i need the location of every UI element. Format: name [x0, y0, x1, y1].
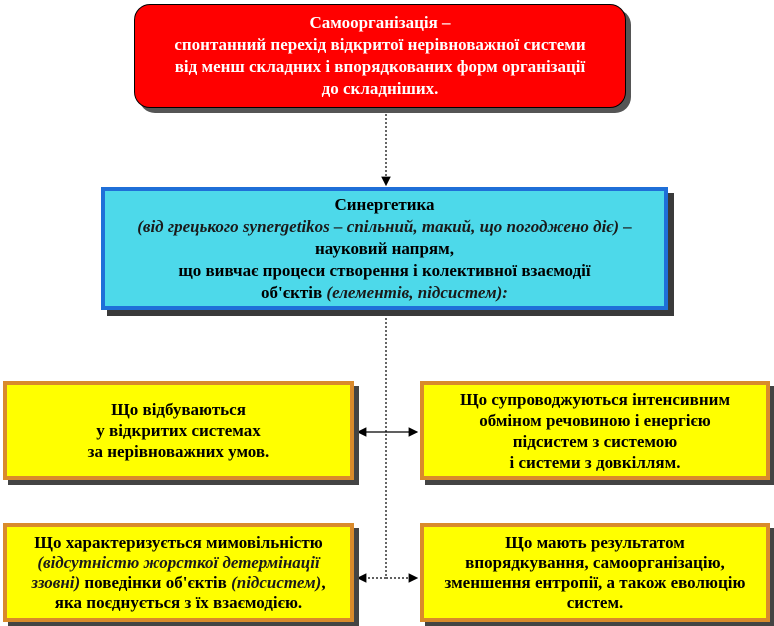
box3-line-3-italic-b: (підсистем)	[231, 572, 322, 592]
box3-line-3-plain-b: ,	[321, 572, 326, 592]
synergetics-line-4	[261, 282, 508, 304]
open-systems-box	[3, 381, 354, 480]
synergetics-title: Синергетика	[334, 194, 435, 214]
synergetics-line-4-italic: (елементів, підсистем):	[326, 282, 508, 302]
box1-line-2: у відкритих системах	[96, 421, 261, 440]
box4-line-2: впорядкування, самоорганізацію,	[465, 552, 725, 572]
box1-line-3: за нерівноважних умов.	[87, 442, 270, 461]
top-line-3: від менш складних і впорядкованих форм організації	[174, 57, 586, 76]
synergetics-line-3: що вивчає процеси створення і колективної взаємодії	[178, 260, 591, 280]
exchange-box	[420, 381, 770, 480]
top-line-1: Самоорганізація –	[309, 13, 451, 32]
synergetics-line-2: науковий напрям,	[315, 238, 454, 258]
box4-line-4: систем.	[566, 592, 624, 612]
box3-line-2: (відсутністю жорсткої детермінації	[37, 552, 320, 572]
synergetics-line-4-plain: об'єктів	[261, 282, 327, 302]
box3-line-3	[31, 573, 325, 593]
result-box	[420, 523, 770, 622]
box2-line-1: Що супроводжуються інтенсивним	[459, 389, 731, 409]
box4-line-3: зменшення ентропії, а також еволюцію	[444, 572, 746, 592]
synergetics-box	[101, 187, 668, 310]
box3-line-4: яка поєднується з їх взаємодією.	[54, 592, 303, 612]
box2-line-2: обміном речовиною і енергією	[479, 410, 711, 430]
box4-line-1: Що мають результатом	[505, 532, 685, 552]
box3-line-3-italic-a: ззовні)	[31, 572, 81, 592]
box3-line-3-plain-a: поведінки об'єктів	[80, 572, 232, 592]
box2-line-4: і системи з довкіллям.	[509, 452, 681, 472]
spontaneity-box	[3, 523, 354, 622]
top-line-2: спонтанний перехід відкритої нерівноважної системи	[174, 35, 586, 54]
box1-line-1: Що відбуваються	[111, 400, 246, 419]
self-organization-box	[134, 4, 626, 108]
top-line-4: до складніших.	[321, 79, 439, 98]
box3-line-1: Що характеризується мимовільністю	[34, 532, 323, 552]
synergetics-etymology: (від грецького synergetikos – спільний, такий, що погоджено діє) –	[137, 216, 632, 236]
box2-line-3: підсистем з системою	[512, 431, 678, 451]
